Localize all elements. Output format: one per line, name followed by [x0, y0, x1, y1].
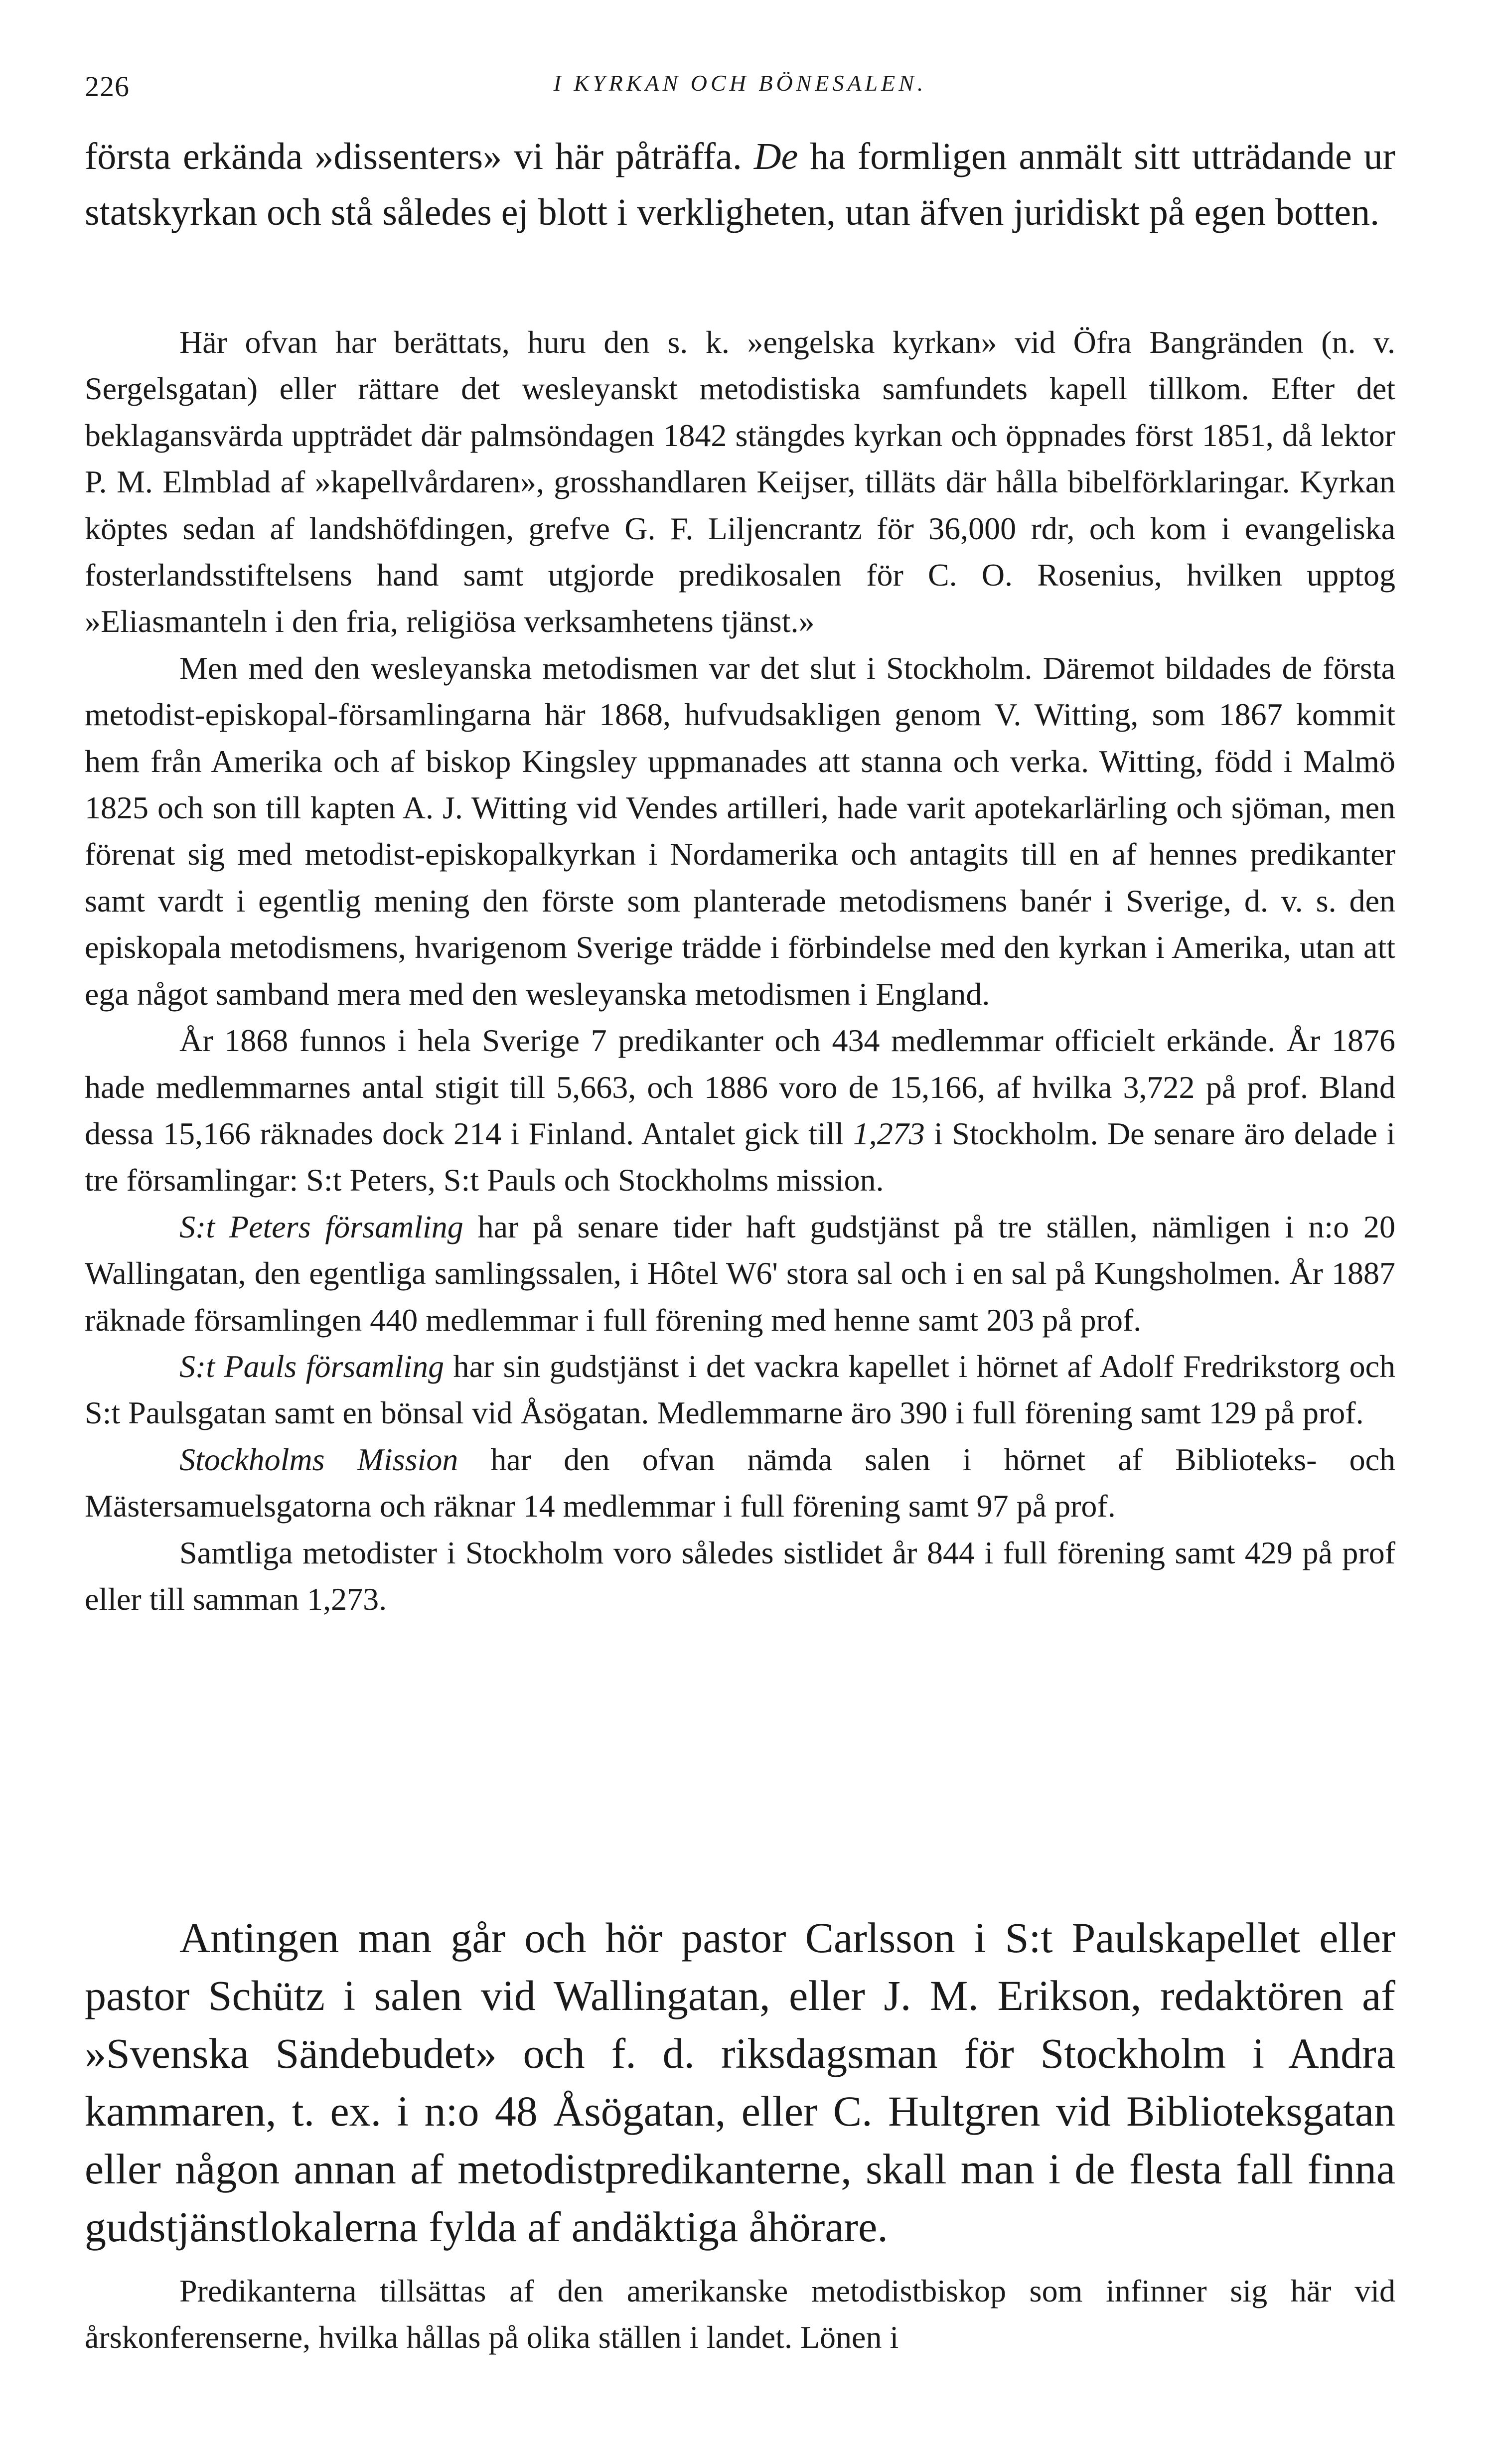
lead-paragraph-block: [85, 129, 1395, 240]
paragraph-services: Antingen man går och hör pastor Carlsson i S:t Paulskapellet eller pastor Schütz i salen vid Wallingatan, eller J. M. Erikson, redaktören af »Svenska Sändebudet» och f. d. riksdagsman för Stockholm i Andra kammaren, t. ex. i n:o 48 Åsögatan, eller C. Hultgren vid Biblioteksgatan eller någon annan af metodistpredikanterne, skall man i de flesta fall finna gudstjänstlokalerna fylda af andäktiga åhörare.: [85, 1914, 1395, 2251]
closing-paragraph-block: [85, 2268, 1395, 2360]
st-pauls-text: har sin gudstjänst i det vackra kapellet i hörnet af Adolf Fredrikstorg och S:t Paulsgatan samt en bönsal vid Åsögatan. Medlemmarne äro 390 i full förening samt 129 på prof.: [85, 1348, 1396, 1431]
st-peters-heading: S:t Peters församling: [179, 1209, 463, 1244]
lead-paragraph: [85, 129, 1395, 240]
paragraph-st-peters: [85, 1204, 1395, 1343]
running-title: I KYRKAN OCH BÖNESALEN.: [553, 70, 927, 96]
paragraph-totals: Samtliga metodister i Stockholm voro således sistlidet år 844 i full förening samt 429 på prof eller till samman 1,273.: [85, 1535, 1395, 1617]
mission-heading: Stockholms Mission: [179, 1441, 458, 1477]
statistics-text-2: i Stockholm. De senare äro delade i tre församlingar: S:t Peters, S:t Pauls och Stockholms mission.: [85, 1115, 1396, 1198]
methodism-section: [85, 319, 1395, 1622]
st-pauls-heading: S:t Pauls församling: [179, 1348, 445, 1384]
st-peters-text: har på senare tider haft gudstjänst på tre ställen, nämligen i n:o 20 Wallingatan, den egentliga samlingssalen, i Hôtel W6' stora sal och i en sal på Kungsholmen. År 1887 räknade församlingen 440 medlemmar i full förening med henne samt 203 på prof.: [85, 1209, 1396, 1338]
paragraph-statistics: [85, 1017, 1395, 1204]
paragraph-st-pauls: [85, 1343, 1395, 1436]
paragraph-witting: Men med den wesleyanska metodismen var det slut i Stockholm. Däremot bildades de första metodist-episkopal-församlingarna här 1868, hufvudsakligen genom V. Witting, som 1867 kommit hem från Amerika och af biskop Kingsley uppmanades att stanna och verka. Witting, född i Malmö 1825 och son till kapten A. J. Witting vid Vendes artilleri, hade varit apotekarlärling och sjöman, men förenat sig med metodist-episkopalkyrkan i Nordamerika och antagits till en af hennes predikanter samt vardt i egentlig mening den förste som planterade metodismens banér i Sverige, d. v. s. den episkopala metodismens, hvarigenom Sverige trädde i förbindelse med den kyrkan i Amerika, utan att ega något samband mera med den wesleyanska metodismen i England.: [85, 650, 1395, 1012]
statistics-text-1: År 1868 funnos i hela Sverige 7 predikanter och 434 medlemmar officielt erkände. År 1876 hade medlemmarnes antal stigit till 5,663, och 1886 voro de 15,166, af hvilka 3,722 på prof. Bland dessa 15,166 räknades dock 214 i Finland. Antalet gick till: [85, 1023, 1395, 1151]
paragraph-stockholms-mission: [85, 1436, 1395, 1530]
lead-text-1: första erkända »dissenters» vi här påträffa.: [85, 136, 754, 177]
page-number: 226: [85, 70, 130, 103]
mission-text: har den ofvan nämda salen i hörnet af Biblioteks- och Mästersamuelsgatorna och räknar 14 medlemmar i full förening samt 97 på prof.: [85, 1441, 1395, 1524]
paragraph-preachers: Predikanterna tillsättas af den amerikanske metodistbiskop som infinner sig här vid årskonferenserne, hvilka hållas på olika ställen i landet. Lönen i: [85, 2273, 1395, 2355]
lead-emphasis: De: [753, 136, 798, 177]
page-header: [85, 70, 1395, 110]
paragraph-english-church: Här ofvan har berättats, huru den s. k. »engelska kyrkan» vid Öfra Bangränden (n. v. Sergelsgatan) eller rättare det wesleyanskt metodistiska samfundets kapell tillkom. Efter det beklagansvärda uppträdet där palmsöndagen 1842 stängdes kyrkan och öppnades först 1851, då lektor P. M. Elmblad af »kapellvårdaren», grosshandlaren Keijser, tilläts där hålla bibelförklaringar. Kyrkan köptes sedan af landshöfdingen, grefve G. F. Liljencrantz för 36,000 rdr, och kom i evangeliska fosterlandsstiftelsens hand samt utgjorde predikosalen för C. O. Rosenius, hvilken upptog »Eliasmanteln i den fria, religiösa verksamhetens tjänst.»: [85, 324, 1395, 639]
lead-text-2: ha formligen anmält sitt utträdande ur statskyrkan och stå således ej blott i verkligheten, utan äfven juridiskt på egen botten.: [85, 136, 1395, 233]
statistics-emphasis: 1,273: [853, 1115, 925, 1151]
large-paragraph-block: [85, 1909, 1395, 2256]
